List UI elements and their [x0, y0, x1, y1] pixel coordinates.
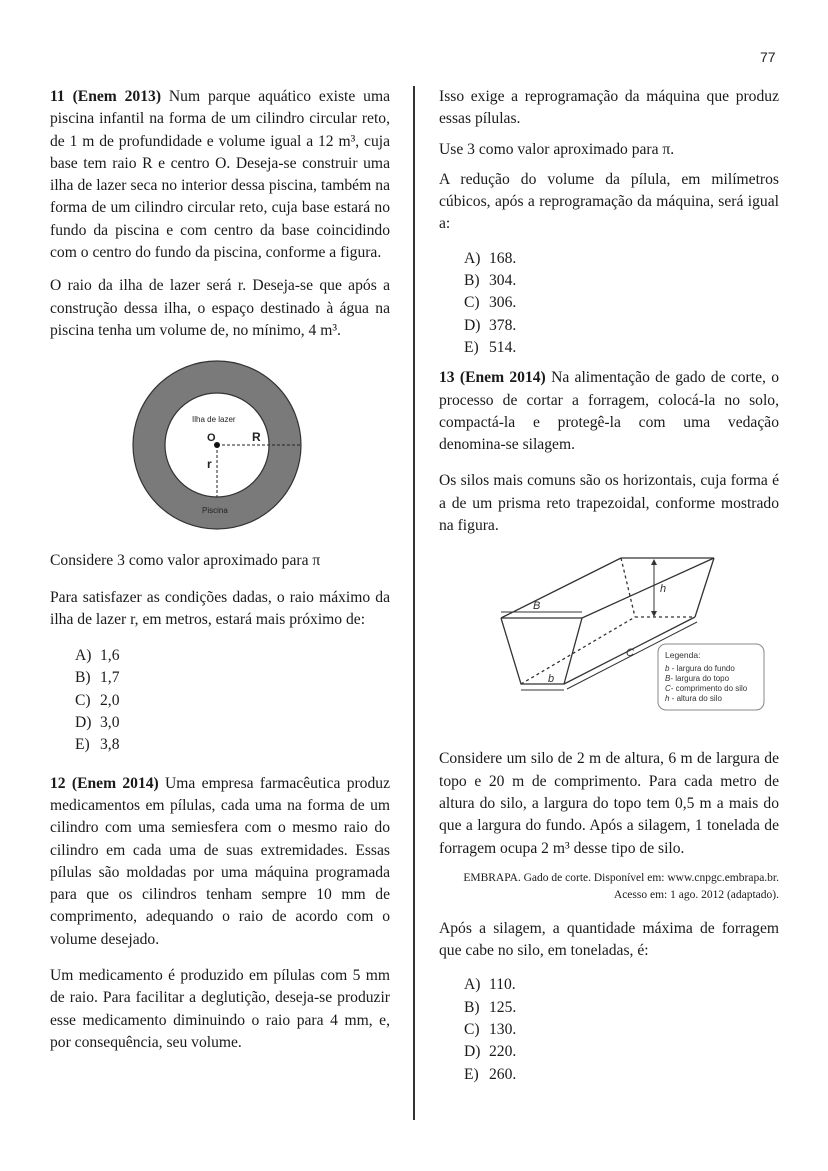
q12-option-a[interactable]: A) 168.	[464, 249, 517, 267]
q12-label: 12 (Enem 2014)	[50, 774, 159, 792]
island-label: Ilha de lazer	[192, 415, 236, 425]
q12-paragraph3: Isso exige a reprogramação da máquina que produz essas pílulas.	[439, 88, 779, 128]
q13-question: Após a silagem, a quantidade máxima de forragem que cabe no silo, em toneladas, é:	[439, 919, 779, 960]
q13-intro: 13 (Enem 2014) Na alimentação de gado de corte, o processo de cortar a forragem, colocá-la no solo, compactá-la e protegê-la com uma vedação denomina-se silagem.	[439, 369, 779, 454]
pool-label: Piscina	[202, 506, 228, 516]
q12-option-e[interactable]: E) 514.	[464, 338, 517, 356]
q11-pi-note: Considere 3 como valor aproximado para π	[50, 552, 321, 570]
q13-option-d[interactable]: D) 220.	[464, 1043, 517, 1061]
outer-radius-label: R	[252, 430, 261, 445]
q13-paragraph3: Considere um silo de 2 m de altura, 6 m de largura de topo e 20 m de comprimento. Para cada metro de altura do silo, a largura do topo tem 0,5 m a mais do que a largura do fundo. Após a silagem, 1 tonelada de forragem ocupa 2 m³ desse tipo de silo.	[439, 750, 779, 857]
q12-intro: 12 (Enem 2014) Uma empresa farmacêutica produz medicamentos em pílulas, cada uma na forma de um cilindro com uma semiesfera com o mesmo raio do cilindro em cada uma de suas extremidades. Essas pílulas são moldadas por uma máquina programada para que os cilindros tenham sempre 10 mm de comprimento, adequando o raio de acordo com o volume desejado.	[50, 774, 390, 948]
silo-b-label: b	[548, 673, 555, 686]
q11-question: Para satisfazer as condições dadas, o raio máximo da ilha de lazer r, em metros, estará mais próximo de:	[50, 588, 390, 628]
q12-option-b[interactable]: B) 304.	[464, 272, 517, 290]
q13-source: EMBRAPA. Gado de corte. Disponível em: www.cnpgc.embrapa.br. Acesso em: 1 ago. 2012 (adaptado).	[463, 871, 779, 901]
q12-option-c[interactable]: C) 306.	[464, 294, 517, 312]
q11-option-d[interactable]: D) 3,0	[75, 714, 120, 732]
inner-radius-label: r	[207, 457, 212, 472]
q11-option-c[interactable]: C) 2,0	[75, 691, 120, 709]
legend-item: b - largura do fundo	[665, 664, 735, 674]
q12-question: A redução do volume da pílula, em milímetros cúbicos, após a reprogramação da máquina, será igual a:	[439, 170, 779, 233]
q11-option-a[interactable]: A) 1,6	[75, 647, 120, 665]
right-column	[439, 86, 779, 1098]
legend-title: Legenda:	[665, 650, 701, 661]
q11-option-e[interactable]: E) 3,8	[75, 736, 120, 754]
q11-intro: 11 (Enem 2013) Num parque aquático existe uma piscina infantil na forma de um cilindro circular reto, de 1 m de profundidade e volume igual a 12 m³, cuja base tem raio R e centro O. Deseja-se construir uma ilha de lazer seca no interior dessa piscina, também na forma de um cilindro circular reto, cuja base estará no fundo da piscina e com centro da base coincidindo com o centro do fundo da piscina, conforme a figura.	[50, 88, 390, 262]
center-label: O	[207, 432, 216, 445]
pool-figure	[50, 353, 390, 538]
pool-diagram-icon	[50, 353, 390, 538]
q11-options	[75, 645, 390, 756]
q13-option-a[interactable]: A) 110.	[464, 976, 516, 994]
q13-options	[464, 974, 779, 1085]
q13-paragraph2: Os silos mais comuns são os horizontais, cuja forma é a de um prisma reto trapezoidal, conforme mostrado na figura.	[439, 472, 779, 535]
silo-figure	[439, 548, 779, 728]
silo-h-label: h	[660, 583, 667, 596]
silo-diagram-icon	[439, 548, 779, 728]
q11-label: 11 (Enem 2013)	[50, 88, 162, 105]
q12-option-d[interactable]: D) 378.	[464, 316, 517, 334]
legend-item: C- comprimento do silo	[665, 684, 748, 694]
page-number: 77	[760, 49, 776, 65]
q12-options	[464, 248, 779, 359]
legend-item: B- largura do topo	[665, 674, 730, 684]
q11-paragraph2: O raio da ilha de lazer será r. Deseja-se que após a construção dessa ilha, o espaço destinado à água na piscina tenha um volume de, no mínimo, 4 m³.	[50, 277, 390, 339]
q13-option-e[interactable]: E) 260.	[464, 1065, 517, 1083]
q12-pi-note: Use 3 como valor aproximado para π.	[439, 140, 675, 158]
column-divider	[413, 86, 415, 1120]
silo-B-label: B	[533, 600, 541, 613]
left-column	[50, 86, 390, 1065]
q12-paragraph2: Um medicamento é produzido em pílulas com 5 mm de raio. Para facilitar a deglutição, deseja-se produzir esse medicamento diminuindo o raio para 4 mm, e, por consequência, seu volume.	[50, 967, 390, 1051]
q13-option-c[interactable]: C) 130.	[464, 1021, 517, 1039]
silo-C-label: C	[626, 647, 634, 660]
q11-option-b[interactable]: B) 1,7	[75, 669, 120, 687]
q13-label: 13 (Enem 2014)	[439, 369, 546, 387]
q13-option-b[interactable]: B) 125.	[464, 998, 517, 1016]
legend-item: h - altura do silo	[665, 694, 722, 704]
